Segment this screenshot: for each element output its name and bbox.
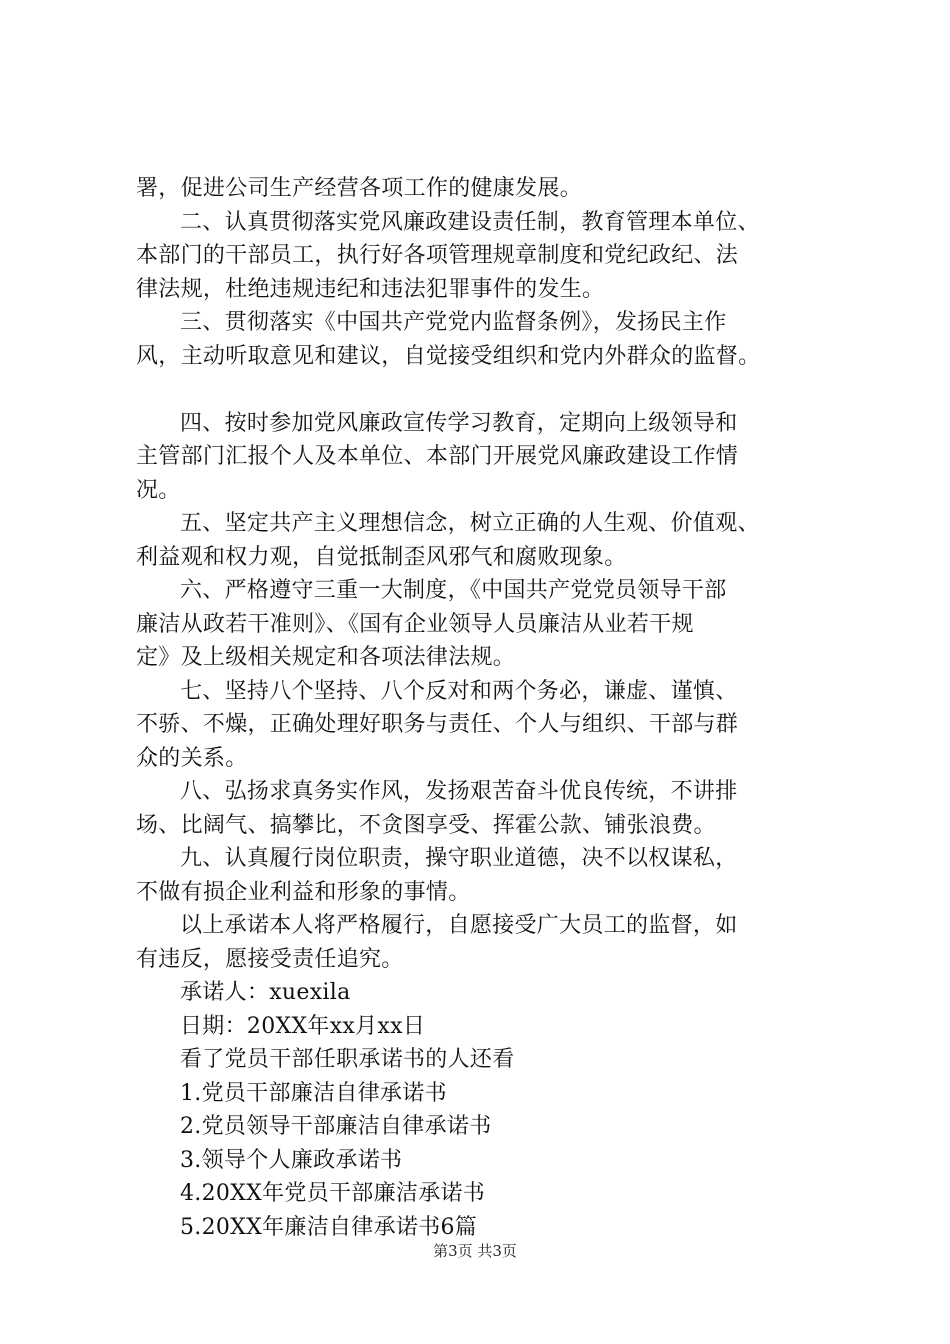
text-line: 本部门的干部员工，执行好各项管理规章制度和党纪政纪、法 xyxy=(136,243,739,268)
paragraph-item-7 xyxy=(136,675,850,776)
text-line: 场、比阔气、搞攀比，不贪图享受、挥霍公款、铺张浪费。 xyxy=(136,812,716,838)
text-line: 七、坚持八个坚持、八个反对和两个务必，谦虚、谨慎、 xyxy=(180,678,738,704)
promisor-line: 承诺人：xuexila xyxy=(180,980,351,1005)
paragraph-item-6 xyxy=(136,574,850,675)
text-line: 三、贯彻落实《中国共产党党内监督条例》，发扬民主作 xyxy=(180,310,727,335)
date-line: 日期：20XX年xx月xx日 xyxy=(180,1013,426,1039)
related-item[interactable]: 2.党员领导干部廉洁自律承诺书 xyxy=(180,1114,492,1139)
text-line: 众的关系。 xyxy=(136,745,248,771)
text-line: 八、弘扬求真务实作风，发扬艰苦奋斗优良传统，不讲排 xyxy=(180,779,738,804)
paragraph-item-4 xyxy=(136,407,850,508)
text-line: 利益观和权力观，自觉抵制歪风邪气和腐败现象。 xyxy=(136,544,627,570)
paragraph-item-5 xyxy=(136,507,850,574)
related-item[interactable]: 4.20XX年党员干部廉洁承诺书 xyxy=(180,1181,486,1206)
text-line: 九、认真履行岗位职责，操守职业道德，决不以权谋私， xyxy=(180,846,738,871)
text-line: 况。 xyxy=(136,477,181,503)
text-line: 有违反，愿接受责任追究。 xyxy=(136,946,404,972)
paragraph-item-8 xyxy=(136,775,850,842)
related-heading: 看了党员干部任职承诺书的人还看 xyxy=(180,1047,515,1072)
text-line: 五、坚定共产主义理想信念，树立正确的人生观、价值观、 xyxy=(180,511,760,536)
related-item[interactable]: 5.20XX年廉洁自律承诺书6篇 xyxy=(180,1214,478,1240)
blank-line xyxy=(136,373,850,407)
paragraph-continuation xyxy=(136,172,850,206)
text-line: 廉洁从政若干准则》、《国有企业领导人员廉洁从业若干规 xyxy=(136,611,694,637)
text-line: 以上承诺本人将严格履行，自愿接受广大员工的监督，如 xyxy=(180,913,738,938)
related-articles xyxy=(136,1043,850,1244)
related-item[interactable]: 1.党员干部廉洁自律承诺书 xyxy=(180,1080,447,1106)
page-number: 第3页 共3页 xyxy=(433,1242,517,1260)
paragraph-item-9 xyxy=(136,842,850,909)
text-line: 不做有损企业利益和形象的事情。 xyxy=(136,879,471,905)
text-line: 署，促进公司生产经营各项工作的健康发展。 xyxy=(136,176,583,201)
paragraph-item-3 xyxy=(136,306,850,373)
text-line: 律法规，杜绝违规违纪和违法犯罪事件的发生。 xyxy=(136,276,605,302)
text-line: 不骄、不燥，正确处理好职务与责任、个人与组织、干部与群 xyxy=(136,712,739,737)
text-line: 定》及上级相关规定和各项法律法规。 xyxy=(136,645,516,670)
paragraph-item-2 xyxy=(136,206,850,307)
text-line: 四、按时参加党风廉政宣传学习教育，定期向上级领导和 xyxy=(180,410,738,436)
text-line: 主管部门汇报个人及本单位、本部门开展党风廉政建设工作情 xyxy=(136,444,739,469)
paragraph-closing xyxy=(136,909,850,976)
related-item[interactable]: 3.领导个人廉政承诺书 xyxy=(180,1147,403,1173)
text-line: 二、认真贯彻落实党风廉政建设责任制，教育管理本单位、 xyxy=(180,209,760,235)
text-line: 风，主动听取意见和建议，自觉接受组织和党内外群众的监督。 xyxy=(136,343,761,369)
signature-block xyxy=(136,976,850,1043)
document-body xyxy=(136,172,850,1244)
text-line: 六、严格遵守三重一大制度，《中国共产党党员领导干部 xyxy=(180,578,727,603)
